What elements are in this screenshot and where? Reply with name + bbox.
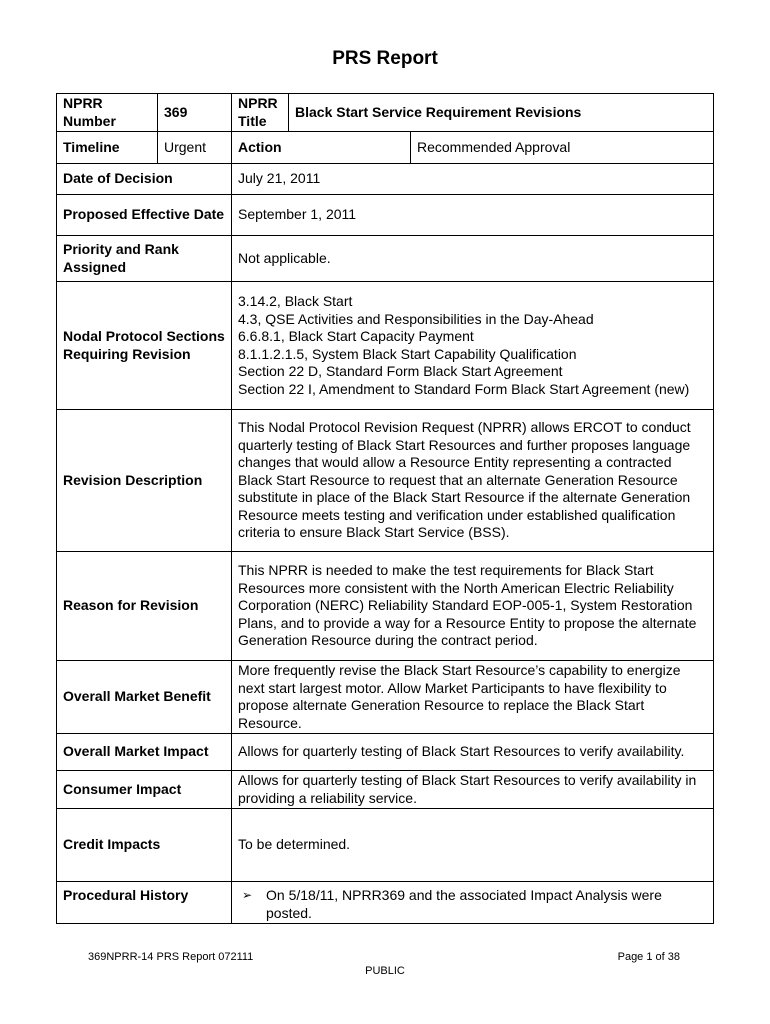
nprr-title-label: NPRR Title [232, 94, 289, 132]
row-nprr [57, 94, 714, 132]
row-reason [57, 552, 714, 661]
reason-label: Reason for Revision [57, 552, 232, 661]
sections-line: 3.14.2, Black Start [238, 293, 353, 309]
row-market-impact [57, 734, 714, 771]
market-impact-value: Allows for quarterly testing of Black Start Resources to verify availability. [232, 734, 714, 771]
reason-value: This NPRR is needed to make the test requirements for Black Start Resources more consistent with the North American Electric Reliability Corporation (NERC) Reliability Standard EOP-005-1, System Restoration Plans, and to provide a way for a Resource Entity to propose the alternate Generation Resource during the contract period. [232, 552, 714, 661]
arrow-bullet-icon: ➢ [242, 888, 253, 902]
row-history [57, 882, 714, 924]
row-description [57, 410, 714, 552]
row-priority [57, 236, 714, 282]
row-benefit [57, 661, 714, 734]
sections-list [232, 282, 714, 410]
row-consumer-impact [57, 771, 714, 809]
priority-label: Priority and Rank Assigned [57, 236, 232, 282]
sections-line: Section 22 I, Amendment to Standard Form Black Start Agreement (new) [238, 380, 690, 397]
effective-date-label: Proposed Effective Date [57, 195, 232, 236]
nprr-number-value: 369 [158, 94, 232, 132]
date-decision-label: Date of Decision [57, 164, 232, 195]
nprr-number-label: NPRR Number [57, 94, 158, 132]
report-table [56, 93, 714, 924]
sections-line: Section 22 D, Standard Form Black Start Agreement [238, 363, 563, 379]
history-list [238, 887, 707, 922]
row-effective-date [57, 195, 714, 236]
priority-value: Not applicable. [232, 236, 714, 282]
footer-document-id: 369NPRR-14 PRS Report 072111 [88, 951, 254, 963]
timeline-value: Urgent [158, 132, 232, 164]
description-value: This Nodal Protocol Revision Request (NPRR) allows ERCOT to conduct quarterly testing of Black Start Resources and further proposes language changes that would allow a Resource Entity representing a contracted Black Start Resource to request that an alternate Generation Resource substitute in place of the Black Start Resource if the alternate Generation Resource meets testing and verification under established qualification criteria to ensure Black Start Service (BSS). [232, 410, 714, 552]
credit-label: Credit Impacts [57, 809, 232, 882]
effective-date-value: September 1, 2011 [232, 195, 714, 236]
date-decision-value: July 21, 2011 [232, 164, 714, 195]
row-credit [57, 809, 714, 882]
sections-line: 4.3, QSE Activities and Responsibilities in the Day-Ahead [238, 310, 594, 327]
report-title: PRS Report [332, 48, 438, 69]
action-value: Recommended Approval [411, 132, 714, 164]
sections-label: Nodal Protocol Sections Requiring Revision [57, 282, 232, 410]
footer-page-number: Page 1 of 38 [617, 951, 680, 963]
nprr-title-value: Black Start Service Requirement Revisions [289, 94, 714, 132]
benefit-label: Overall Market Benefit [57, 661, 232, 734]
consumer-impact-label: Consumer Impact [57, 771, 232, 809]
sections-line: 8.1.1.2.1.5, System Black Start Capability Qualification [238, 345, 577, 362]
row-date-decision [57, 164, 714, 195]
footer-classification: PUBLIC [365, 965, 405, 977]
sections-line: 6.6.8.1, Black Start Capacity Payment [238, 328, 474, 344]
history-item-text: On 5/18/11, NPRR369 and the associated Impact Analysis were posted. [266, 887, 662, 921]
row-sections [57, 282, 714, 410]
benefit-value: More frequently revise the Black Start Resource’s capability to energize next start largest motor. Allow Market Participants to have flexibility to propose alternate Generation Resource to replace the Black Start Resource. [232, 661, 714, 734]
row-timeline [57, 132, 714, 164]
description-label: Revision Description [57, 410, 232, 552]
consumer-impact-value: Allows for quarterly testing of Black Start Resources to verify availability in providing a reliability service. [232, 771, 714, 809]
history-label: Procedural History [57, 882, 232, 924]
timeline-label: Timeline [57, 132, 158, 164]
action-label: Action [232, 132, 411, 164]
history-cell [232, 882, 714, 924]
credit-value: To be determined. [232, 809, 714, 882]
market-impact-label: Overall Market Impact [57, 734, 232, 771]
list-item [242, 887, 707, 922]
